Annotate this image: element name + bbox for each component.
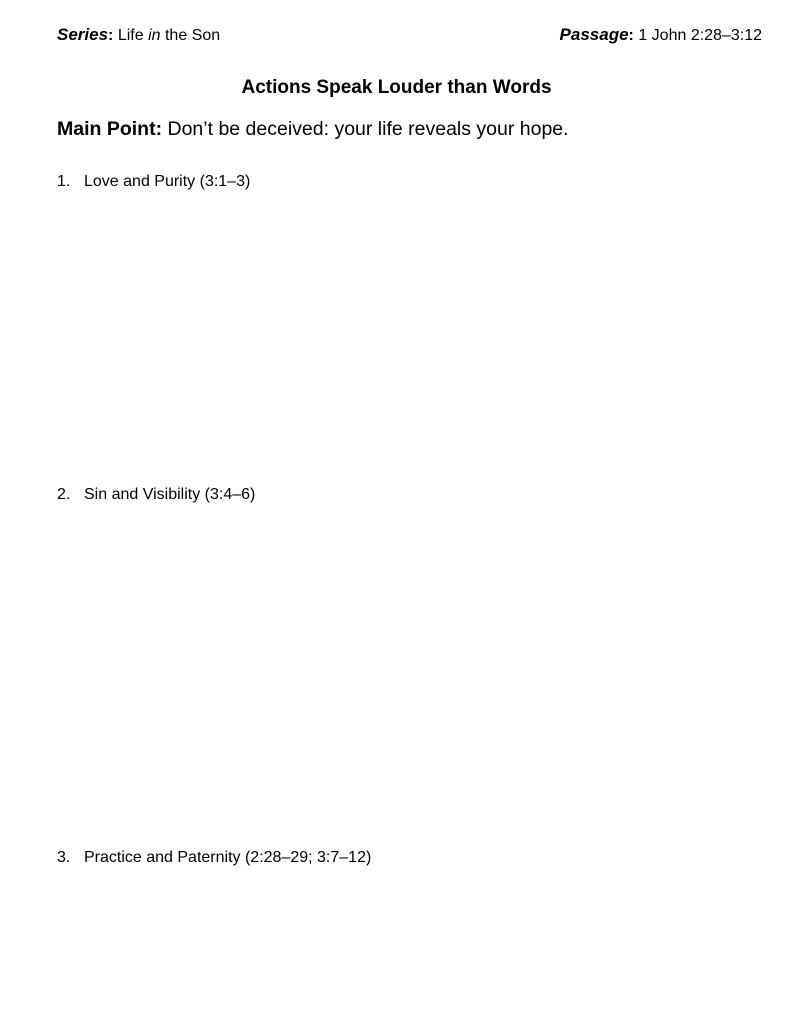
series-name-post: the Son bbox=[164, 27, 221, 44]
outline-point-number: 2. bbox=[57, 486, 71, 503]
outline-point-number: 3. bbox=[57, 849, 71, 866]
outline-point-number: 1. bbox=[57, 173, 71, 190]
main-point-text: Don’t be deceived: your life reveals your hope. bbox=[167, 118, 569, 140]
passage-colon: : bbox=[628, 27, 634, 44]
passage-header bbox=[560, 25, 762, 46]
series-label: Series bbox=[57, 25, 109, 44]
outline-point-1 bbox=[57, 172, 250, 192]
passage-value: 1 John 2:28–3:12 bbox=[638, 27, 762, 44]
series-name-pre: Life bbox=[117, 27, 144, 44]
outline-point-text: Love and Purity (3:1–3) bbox=[84, 173, 251, 190]
main-point-label: Main Point: bbox=[57, 118, 163, 140]
series-name-italic: in bbox=[148, 27, 161, 44]
outline-point-text: Practice and Paternity (2:28–29; 3:7–12) bbox=[84, 849, 372, 866]
sermon-title: Actions Speak Louder than Words bbox=[241, 77, 552, 98]
outline-point-2 bbox=[57, 485, 255, 505]
main-point bbox=[57, 116, 569, 142]
passage-label: Passage bbox=[559, 25, 629, 44]
series-colon: : bbox=[108, 27, 114, 44]
outline-point-3 bbox=[57, 848, 371, 868]
series-header bbox=[57, 25, 220, 46]
outline-point-text: Sin and Visibility (3:4–6) bbox=[84, 486, 256, 503]
